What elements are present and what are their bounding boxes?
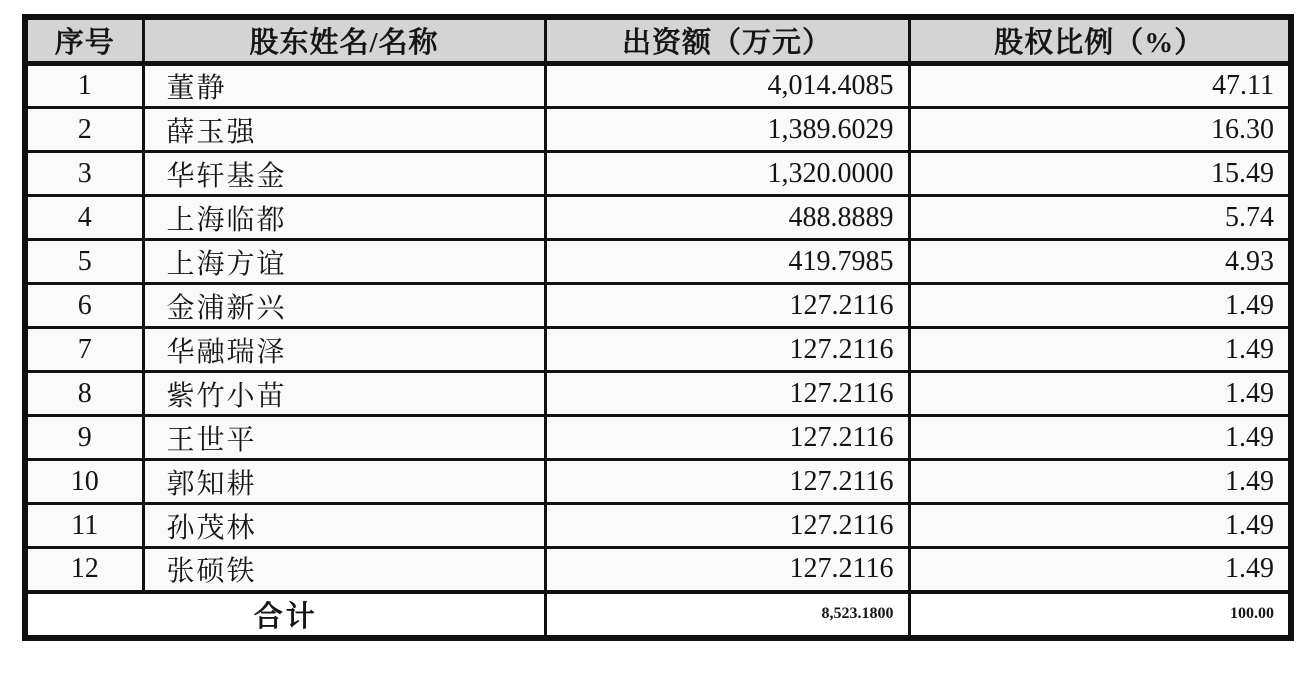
ratio-cell: 16.30 [909,108,1291,152]
ratio-cell: 1.49 [909,548,1291,592]
amount-cell: 127.2116 [545,284,909,328]
shareholder-name-cell: 上海临都 [143,196,545,240]
ratio-cell: 1.49 [909,460,1291,504]
ratio-cell: 15.49 [909,152,1291,196]
amount-cell: 127.2116 [545,548,909,592]
amount-cell: 4,014.4085 [545,64,909,108]
table-row [25,372,1291,416]
header-row [25,17,1291,64]
amount-cell: 127.2116 [545,328,909,372]
total-row [25,592,1291,638]
ratio-cell: 1.49 [909,372,1291,416]
amount-cell: 127.2116 [545,372,909,416]
row-index-cell: 12 [25,548,143,592]
ratio-cell: 1.49 [909,504,1291,548]
ratio-cell: 1.49 [909,416,1291,460]
table-row [25,284,1291,328]
shareholder-name-cell: 王世平 [143,416,545,460]
header-cell-no: 序号 [25,17,143,64]
table-footer [25,592,1291,638]
ratio-cell: 47.11 [909,64,1291,108]
row-index-cell: 4 [25,196,143,240]
table-row [25,64,1291,108]
row-index-cell: 10 [25,460,143,504]
total-ratio-cell: 100.00 [909,592,1291,638]
table-row [25,504,1291,548]
header-cell-ratio: 股权比例（%） [909,17,1291,64]
amount-cell: 1,389.6029 [545,108,909,152]
shareholder-name-cell: 薛玉强 [143,108,545,152]
ratio-cell: 1.49 [909,328,1291,372]
row-index-cell: 5 [25,240,143,284]
shareholder-name-cell: 张硕铁 [143,548,545,592]
row-index-cell: 6 [25,284,143,328]
shareholder-table [22,14,1294,641]
total-label-cell: 合计 [25,592,545,638]
table-row [25,548,1291,592]
table-row [25,460,1291,504]
table-row [25,196,1291,240]
table-row [25,416,1291,460]
row-index-cell: 2 [25,108,143,152]
amount-cell: 488.8889 [545,196,909,240]
table-body [25,64,1291,592]
table-row [25,152,1291,196]
row-index-cell: 3 [25,152,143,196]
total-amount-cell: 8,523.1800 [545,592,909,638]
header-cell-amount: 出资额（万元） [545,17,909,64]
row-index-cell: 11 [25,504,143,548]
amount-cell: 127.2116 [545,460,909,504]
shareholder-name-cell: 紫竹小苗 [143,372,545,416]
row-index-cell: 9 [25,416,143,460]
amount-cell: 127.2116 [545,504,909,548]
amount-cell: 127.2116 [545,416,909,460]
shareholder-name-cell: 董静 [143,64,545,108]
ratio-cell: 5.74 [909,196,1291,240]
shareholder-name-cell: 华融瑞泽 [143,328,545,372]
ratio-cell: 1.49 [909,284,1291,328]
amount-cell: 1,320.0000 [545,152,909,196]
table-header [25,17,1291,64]
shareholder-name-cell: 金浦新兴 [143,284,545,328]
table-row [25,328,1291,372]
shareholder-name-cell: 孙茂林 [143,504,545,548]
table-row [25,108,1291,152]
row-index-cell: 1 [25,64,143,108]
shareholder-name-cell: 上海方谊 [143,240,545,284]
shareholder-name-cell: 华轩基金 [143,152,545,196]
row-index-cell: 8 [25,372,143,416]
shareholder-name-cell: 郭知耕 [143,460,545,504]
amount-cell: 419.7985 [545,240,909,284]
ratio-cell: 4.93 [909,240,1291,284]
table-row [25,240,1291,284]
row-index-cell: 7 [25,328,143,372]
header-cell-name: 股东姓名/名称 [143,17,545,64]
